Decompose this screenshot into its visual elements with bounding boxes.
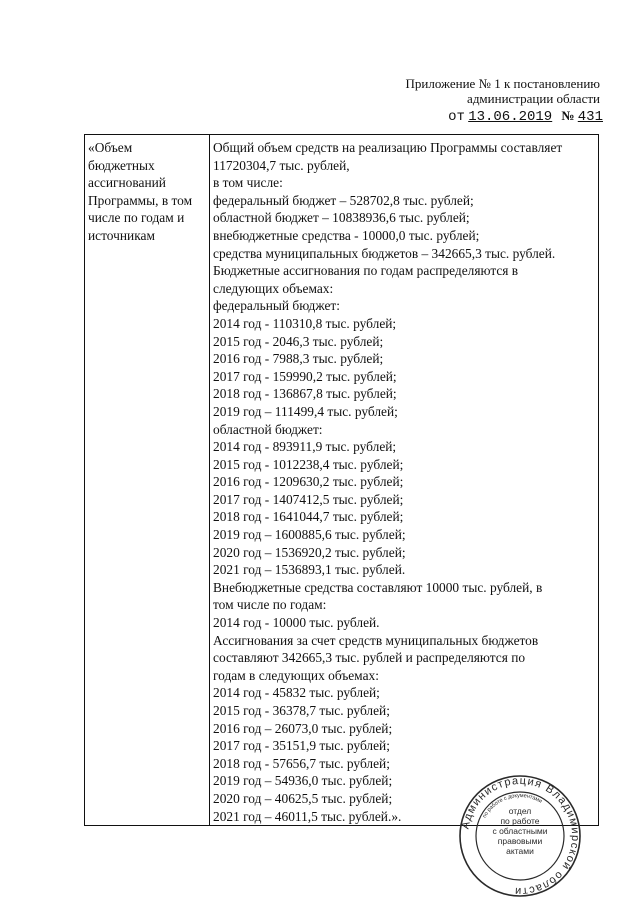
table-left-cell <box>88 139 206 245</box>
document-date: 13.06.2019 <box>468 109 553 125</box>
right-line: областной бюджет – 10838936,6 тыс. рублей; <box>213 210 470 226</box>
right-line: областной бюджет: <box>213 421 323 437</box>
column-divider <box>209 135 210 825</box>
stamp-small-ring-text: по работе с документами <box>481 792 543 820</box>
right-line: 2014 год - 10000 тыс. рублей. <box>213 615 380 631</box>
right-line: Ассигнования за счет средств муниципальных бюджетов <box>213 632 539 648</box>
right-line: 2014 год - 893911,9 тыс. рублей; <box>213 439 397 455</box>
left-line: «Объем <box>88 140 133 155</box>
right-line: 2018 год - 57656,7 тыс. рублей; <box>213 755 390 771</box>
stamp-ring-text: Администрация Владимирской области <box>459 774 582 898</box>
right-line: 2019 год – 1600885,6 тыс. рублей; <box>213 527 406 543</box>
right-line: в том числе: <box>213 175 283 191</box>
right-line: следующих объемах: <box>213 280 334 296</box>
right-line: 2019 год – 111499,4 тыс. рублей; <box>213 403 398 419</box>
right-line: федеральный бюджет: <box>213 298 340 314</box>
right-line: 2020 год – 40625,5 тыс. рублей; <box>213 790 393 806</box>
right-line: Внебюджетные средства составляют 10000 тыс. рублей, в <box>213 579 543 595</box>
right-line: 2015 год - 36378,7 тыс. рублей; <box>213 703 390 718</box>
right-line: 2021 год – 1536893,1 тыс. рублей. <box>213 562 406 578</box>
stamp-inner-line: отдел <box>508 806 532 816</box>
right-line: 2017 год - 1407412,5 тыс. рублей; <box>213 491 404 507</box>
right-line: 11720304,7 тыс. рублей, <box>213 157 350 173</box>
left-line: ассигнований <box>88 175 166 191</box>
right-line: 2018 год - 1641044,7 тыс. рублей; <box>213 509 404 525</box>
number-sign: № <box>561 108 575 123</box>
right-line: 2015 год - 2046,3 тыс. рублей; <box>213 333 384 349</box>
document-number: 431 <box>577 109 603 125</box>
right-line: 2014 год - 45832 тыс. рублей; <box>213 685 380 701</box>
right-line: 2020 год – 1536920,2 тыс. рублей; <box>213 544 406 560</box>
right-line: 2015 год - 1012238,4 тыс. рублей; <box>213 456 404 472</box>
stamp-inner-line: по работе <box>500 816 540 826</box>
official-stamp <box>458 774 582 898</box>
attachment-header <box>406 76 600 106</box>
header-line-1: Приложение № 1 к постановлению <box>405 76 600 91</box>
right-line: Бюджетные ассигнования по годам распределяются в <box>213 263 519 279</box>
left-line: числе по годам и <box>88 210 185 226</box>
table-right-cell <box>213 139 598 825</box>
right-line: федеральный бюджет – 528702,8 тыс. рублей; <box>213 192 474 208</box>
budget-table <box>84 134 599 826</box>
right-line: составляют 342665,3 тыс. рублей и распределяются по <box>213 650 526 666</box>
right-line: внебюджетные средства - 10000,0 тыс. рублей; <box>213 227 480 243</box>
right-line: 2016 год - 7988,3 тыс. рублей; <box>213 351 384 367</box>
right-line: Общий объем средств на реализацию Программы составляет <box>213 140 563 155</box>
right-line: годам в следующих объемах: <box>213 667 379 683</box>
right-line: 2019 год – 54936,0 тыс. рублей; <box>213 773 393 789</box>
header-line-2: администрации области <box>467 91 600 106</box>
stamp-inner-line: актами <box>506 846 534 856</box>
stamp-inner-line: с областными <box>492 826 548 836</box>
right-line: 2016 год – 26073,0 тыс. рублей; <box>213 720 393 736</box>
left-line: бюджетных <box>88 157 155 173</box>
right-line: 2016 год - 1209630,2 тыс. рублей; <box>213 474 404 490</box>
right-line: 2017 год - 159990,2 тыс. рублей; <box>213 368 397 384</box>
left-line: источникам <box>88 227 155 243</box>
right-line: 2014 год - 110310,8 тыс. рублей; <box>213 315 397 331</box>
date-prefix: от <box>448 109 465 125</box>
date-number-line <box>448 108 603 125</box>
right-line: том числе по годам: <box>213 597 327 613</box>
right-line: 2017 год - 35151,9 тыс. рублей; <box>213 738 390 754</box>
stamp-inner-line: правовыми <box>497 836 543 846</box>
right-line: средства муниципальных бюджетов – 342665,3 тыс. рублей. <box>213 245 556 261</box>
right-line: 2021 год – 46011,5 тыс. рублей.». <box>213 808 402 824</box>
left-line: Программы, в том <box>88 192 193 208</box>
right-line: 2018 год - 136867,8 тыс. рублей; <box>213 386 397 402</box>
